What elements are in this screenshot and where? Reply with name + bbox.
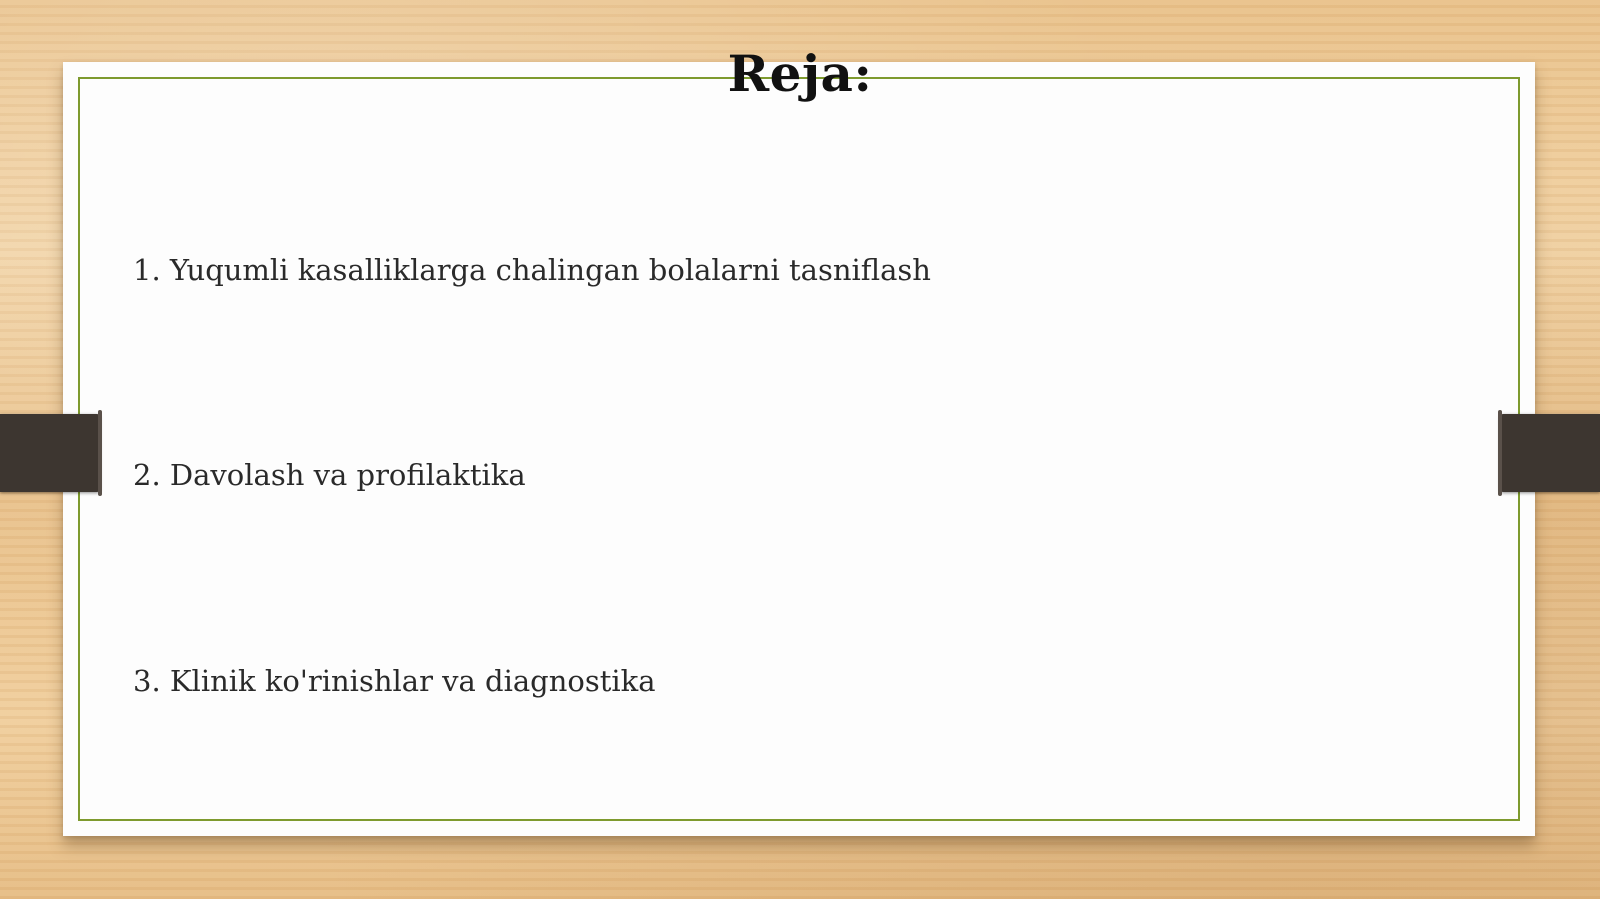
slide-card <box>63 62 1535 836</box>
right-binder-clip <box>1500 414 1600 492</box>
left-binder-clip <box>0 414 100 492</box>
plan-item-3: 3. Klinik ko'rinishlar va diagnostika <box>133 664 656 698</box>
plan-item-2: 2. Davolash va profilaktika <box>133 458 526 492</box>
slide-inner-frame <box>78 77 1520 821</box>
plan-item-1: 1. Yuqumli kasalliklarga chalingan bolalarni tasniflash <box>133 253 931 287</box>
slide-title: Reja: <box>727 44 873 103</box>
